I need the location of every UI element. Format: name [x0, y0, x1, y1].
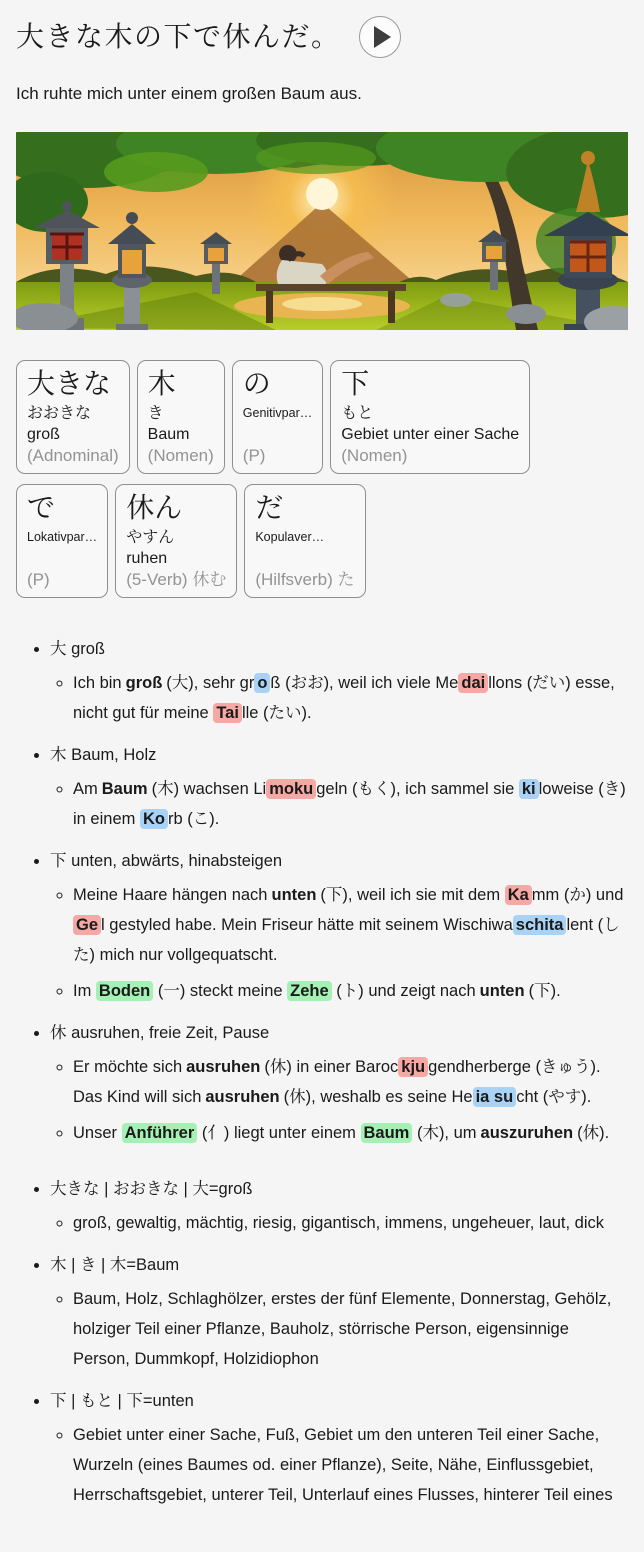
vocab-term: • 休 ausruhen, freie Zeit, Pause [50, 1023, 270, 1042]
card-meaning: Baum [147, 425, 190, 443]
card-reading: Genitivpar… [242, 405, 313, 420]
highlight-red: dai [458, 673, 488, 693]
word-card-休ん[interactable] [115, 484, 237, 598]
card-meaning [243, 424, 312, 445]
highlight-red: Ka [505, 885, 532, 905]
sentence-translation: Ich ruhte mich unter einem großen Baum aus. [16, 84, 362, 103]
card-reading: Lokativpar… [27, 529, 98, 544]
card-pos: (Nomen) [341, 445, 408, 465]
vocab-term-item [50, 740, 628, 834]
card-meaning [255, 548, 354, 569]
card-word: で [27, 491, 56, 523]
card-word: だ [255, 491, 284, 523]
card-pos: (Hilfsverb) た [255, 569, 355, 589]
card-reading: やすん [126, 528, 175, 546]
highlight-red: Tai [213, 703, 242, 723]
card-pos: (Nomen) [147, 445, 214, 465]
word-card-の[interactable] [232, 360, 323, 474]
meaning-term: • 木 | き | 木=Baum [50, 1255, 180, 1274]
card-meaning [27, 548, 97, 569]
definition-text: ◦ Baum, Holz, Schlaghölzer, erstes der fünf Elemente, Donnerstag, Gehölz, holziger Teil einer Pflanze, Bauholz, störrische Person, eigensinnige Person, Dummkopf, Holzidiophon [73, 1284, 628, 1374]
meaning-term-item [50, 1386, 628, 1510]
vocab-notes-list [16, 634, 628, 1148]
highlight-red: kju [398, 1057, 428, 1077]
highlight-green: Baum [361, 1123, 413, 1143]
vocab-term-item [50, 846, 628, 1006]
sentence-header [16, 0, 628, 58]
card-meaning: ruhen [126, 549, 168, 567]
hero-image [16, 132, 628, 330]
word-card-で[interactable] [16, 484, 108, 598]
card-word: 下 [341, 367, 370, 399]
example-sentence: ◦ Unser Anführer (亻) liegt unter einem Baum (木), um auszuruhen (休). [73, 1118, 628, 1148]
highlight-green: Zehe [287, 981, 332, 1001]
highlight-green: Boden [96, 981, 153, 1001]
play-icon [367, 24, 393, 50]
word-cards [16, 360, 628, 598]
word-card-だ[interactable] [244, 484, 365, 598]
example-sentence: ◦ Am Baum (木) wachsen Li moku geln (もく), ich sammel sie ki loweise (き) in einem Ko rb (こ). [73, 774, 628, 834]
card-reading: おおきな [27, 404, 92, 422]
meaning-term: • 下 | もと | 下=unten [50, 1391, 194, 1410]
highlight-blue: schita [513, 915, 567, 935]
bold-term: auszuruhen [480, 1123, 574, 1142]
meaning-notes-list [16, 1174, 628, 1510]
card-meaning: groß [27, 425, 60, 443]
highlight-blue: Ko [140, 809, 168, 829]
word-card-大きな[interactable] [16, 360, 130, 474]
card-reading: Kopulaver… [255, 529, 325, 544]
example-sentence: ◦ Meine Haare hängen nach unten (下), weil ich sie mit dem Ka mm (か) und Ge l gestyled habe. Mein Friseur hätte mit seinem Wischiwa schita lent (した) mich nur vollgequatscht. [73, 880, 628, 970]
card-meaning: Gebiet unter einer Sache [341, 425, 520, 443]
play-audio-button[interactable] [359, 16, 401, 58]
word-card-下[interactable] [330, 360, 530, 474]
card-word: 休ん [126, 491, 183, 523]
vocab-term: • 木 Baum, Holz [50, 745, 157, 764]
card-word: 大きな [27, 367, 112, 399]
definition-text: ◦ groß, gewaltig, mächtig, riesig, gigantisch, immens, ungeheuer, laut, dick [73, 1208, 628, 1238]
hero-image-illustration [16, 132, 628, 330]
card-reading: もと [341, 404, 374, 422]
meaning-term-item [50, 1250, 628, 1374]
highlight-blue: ki [519, 779, 539, 799]
card-reading: き [147, 404, 164, 422]
bold-term: ausruhen [205, 1087, 280, 1106]
example-sentence: ◦ Im Boden (一) steckt meine Zehe (ト) und zeigt nach unten (下). [73, 976, 628, 1006]
bold-term: ausruhen [186, 1057, 261, 1076]
card-word: 木 [147, 367, 176, 399]
bold-term: unten [271, 885, 317, 904]
example-sentence: ◦ Er möchte sich ausruhen (休) in einer Baroc kju gendherberge (きゅう). Das Kind will sich ausruhen (休), weshalb es seine He ia su cht (やす). [73, 1052, 628, 1112]
vocab-term-item [50, 1018, 628, 1148]
bold-term: Baum [101, 779, 148, 798]
example-sentence: ◦ Ich bin groß (大), sehr gr o ß (おお), weil ich viele Me dai llons (だい) esse, nicht gut für meine Tai lle (たい). [73, 668, 628, 728]
card-pos: (P) [27, 569, 50, 589]
card-pos: (Adnominal) [27, 445, 119, 465]
highlight-blue: o [254, 673, 270, 693]
bold-term: groß [125, 673, 163, 692]
meaning-term-item [50, 1174, 628, 1238]
sentence-title: 大きな木の下で休んだ。 [16, 20, 341, 52]
definition-text: ◦ Gebiet unter einer Sache, Fuß, Gebiet um den unteren Teil einer Sache, Wurzeln (eines Baumes od. einer Pflanze), Seite, Nähe, Einflussgebiet, Herrschaftsgebiet, unterer Teil, Unterlauf eines Flusses, hinterer Teil eines [73, 1420, 628, 1510]
highlight-red: moku [266, 779, 316, 799]
vocab-term: • 下 unten, abwärts, hinabsteigen [50, 851, 283, 870]
card-word: の [242, 367, 271, 399]
highlight-green: Anführer [122, 1123, 198, 1143]
bold-term: unten [479, 981, 525, 1000]
highlight-blue: ia su [473, 1087, 517, 1107]
vocab-term: • 大 groß [50, 639, 106, 658]
word-card-木[interactable] [137, 360, 225, 474]
highlight-red: Ge [73, 915, 101, 935]
meaning-term: • 大きな | おおきな | 大=groß [50, 1179, 253, 1198]
card-pos: (P) [242, 445, 266, 465]
vocab-term-item [50, 634, 628, 728]
card-pos: (5-Verb) 休む [126, 569, 227, 589]
